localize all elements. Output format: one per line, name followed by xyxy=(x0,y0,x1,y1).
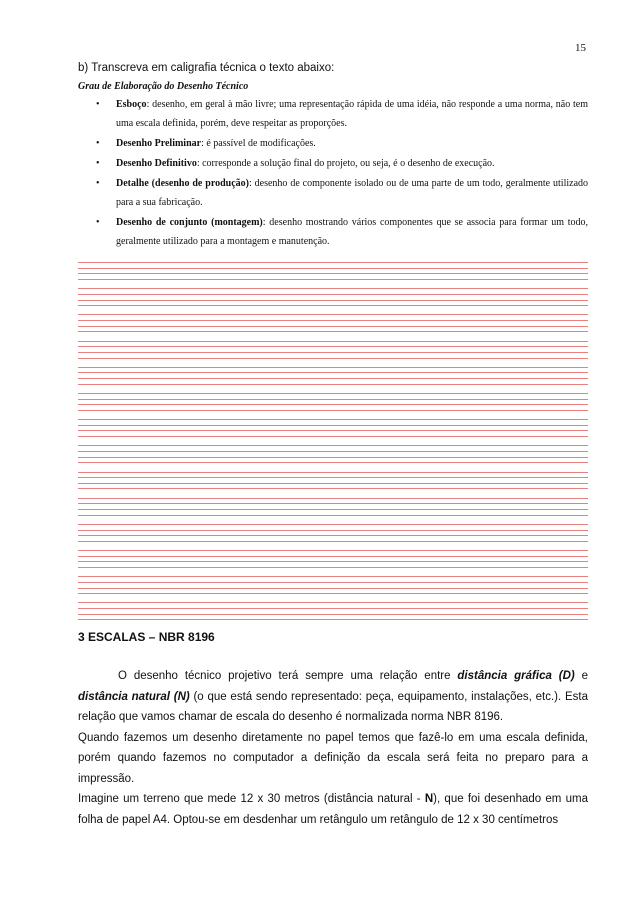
writing-line-group xyxy=(78,550,588,568)
term-distancia-natural: distância natural (N) xyxy=(78,690,190,703)
guide-line xyxy=(78,503,588,504)
guide-line xyxy=(78,262,588,263)
writing-line-group xyxy=(78,498,588,516)
guide-line xyxy=(78,445,588,446)
bullet-text: : corresponde a solução final do projeto, ou seja, é o desenho de execução. xyxy=(196,158,495,169)
paragraph-paper-vs-computer: Quando fazemos um desenho diretamente no papel temos que fazê-lo em uma escala definida, porém quando fazemos no computador a definição da escala será feita no preparo para a impressão. xyxy=(78,731,588,785)
guide-line xyxy=(78,483,588,484)
guide-line xyxy=(78,419,588,420)
paragraph-text: Imagine um terreno que mede 12 x 30 metros (distância natural - xyxy=(78,793,425,805)
guide-line xyxy=(78,477,588,478)
paragraph-text: O desenho técnico projetivo terá sempre uma relação entre xyxy=(118,670,458,682)
guide-line xyxy=(78,341,588,342)
writing-line-group xyxy=(78,576,588,594)
bullet-item-conjunto xyxy=(78,213,588,251)
guide-line xyxy=(78,451,588,452)
writing-line-group xyxy=(78,602,588,620)
bullet-dot-icon: • xyxy=(96,138,100,149)
section-heading: Grau de Elaboração do Desenho Técnico xyxy=(78,81,249,92)
guide-line xyxy=(78,593,588,594)
guide-line xyxy=(78,462,588,463)
guide-line xyxy=(78,294,588,295)
guide-line xyxy=(78,393,588,394)
guide-line xyxy=(78,457,588,458)
guide-line xyxy=(78,331,588,332)
guide-line xyxy=(78,273,588,274)
guide-line xyxy=(78,556,588,557)
writing-line-group xyxy=(78,524,588,542)
bullet-text: : desenho de componente isolado ou de uma parte de um todo, geralmente utilizado para a sua fabricação. xyxy=(116,178,589,208)
guide-line xyxy=(78,602,588,603)
guide-line xyxy=(78,326,588,327)
guide-line xyxy=(78,372,588,373)
page-number: 15 xyxy=(575,42,586,54)
guide-line xyxy=(78,567,588,568)
bullet-term: Detalhe (desenho de produção) xyxy=(116,178,249,189)
guide-line xyxy=(78,367,588,368)
guide-line xyxy=(78,404,588,405)
guide-line xyxy=(78,268,588,269)
bullet-item-preliminar xyxy=(78,134,588,153)
guide-line xyxy=(78,320,588,321)
guide-line xyxy=(78,358,588,359)
guide-line xyxy=(78,509,588,510)
guide-line xyxy=(78,425,588,426)
bullet-dot-icon: • xyxy=(96,99,100,110)
bullet-item-detalhe xyxy=(78,174,588,212)
bullet-dot-icon: • xyxy=(96,158,100,169)
bullet-text: : desenho, em geral à mão livre; uma representação rápida de uma idéia, não responde a uma norma, não tem uma escala definida, porém, deve respeitar as proporções. xyxy=(116,99,588,129)
bullet-item-definitivo xyxy=(78,154,588,173)
writing-line-group xyxy=(78,472,588,490)
writing-line-group xyxy=(78,262,588,280)
bullet-dot-icon: • xyxy=(96,178,100,189)
paragraph-text: ), que foi desenhado em uma folha de papel A4. Optou-se em desdenhar um retângulo um retângulo de 12 x 30 centímetros xyxy=(78,793,588,826)
writing-line-group xyxy=(78,288,588,306)
bullet-text: : é passível de modificações. xyxy=(201,138,316,149)
guide-line xyxy=(78,550,588,551)
guide-line xyxy=(78,541,588,542)
guide-line xyxy=(78,524,588,525)
bullet-term: Desenho Definitivo xyxy=(116,158,197,169)
paragraph-text: e xyxy=(574,670,588,682)
guide-line xyxy=(78,346,588,347)
bullet-item-esboco xyxy=(78,95,588,133)
writing-line-group xyxy=(78,314,588,332)
guide-line xyxy=(78,430,588,431)
guide-line xyxy=(78,582,588,583)
guide-line xyxy=(78,515,588,516)
bullet-term: Desenho Preliminar xyxy=(116,138,202,149)
paragraph-text: (o que está sendo representado: peça, equipamento, instalações, etc.). Esta relação que vamos chamar de escala do desenho é normalizada norma NBR 8196. xyxy=(78,690,588,723)
writing-line-group xyxy=(78,341,588,359)
guide-line xyxy=(78,561,588,562)
writing-line-group xyxy=(78,419,588,437)
guide-line xyxy=(78,530,588,531)
bullet-term: Desenho de conjunto (montagem) xyxy=(116,217,263,228)
guide-line xyxy=(78,288,588,289)
guide-line xyxy=(78,305,588,306)
bullet-dot-icon: • xyxy=(96,217,100,228)
guide-line xyxy=(78,378,588,379)
writing-line-group xyxy=(78,445,588,463)
writing-line-group xyxy=(78,367,588,385)
guide-line xyxy=(78,436,588,437)
guide-line xyxy=(78,279,588,280)
chapter-heading: 3 ESCALAS – NBR 8196 xyxy=(78,630,215,644)
paragraph-terrain-example xyxy=(78,789,588,830)
body-text xyxy=(78,666,588,830)
exercise-instruction: b) Transcreva em caligrafia técnica o texto abaixo: xyxy=(78,62,335,74)
bullet-text: : desenho mostrando vários componentes que se associa para formar um todo, geralmente utilizado para a montagem e manutenção. xyxy=(116,217,589,247)
bullet-list xyxy=(78,95,588,252)
guide-line xyxy=(78,588,588,589)
guide-line xyxy=(78,488,588,489)
term-n: N xyxy=(424,793,434,805)
guide-line xyxy=(78,498,588,499)
guide-line xyxy=(78,608,588,609)
writing-line-group xyxy=(78,393,588,411)
bullet-term: Esboço xyxy=(116,99,147,110)
paragraph-scale-definition xyxy=(78,666,588,728)
guide-line xyxy=(78,384,588,385)
guide-line xyxy=(78,410,588,411)
term-distancia-grafica: distância gráfica (D) xyxy=(457,670,575,682)
guide-line xyxy=(78,472,588,473)
guide-line xyxy=(78,399,588,400)
guide-line xyxy=(78,535,588,536)
guide-line xyxy=(78,576,588,577)
guide-line xyxy=(78,314,588,315)
guide-line xyxy=(78,300,588,301)
guide-line xyxy=(78,352,588,353)
guide-line xyxy=(78,614,588,615)
handwriting-practice-area[interactable] xyxy=(78,262,588,629)
guide-line xyxy=(78,619,588,620)
